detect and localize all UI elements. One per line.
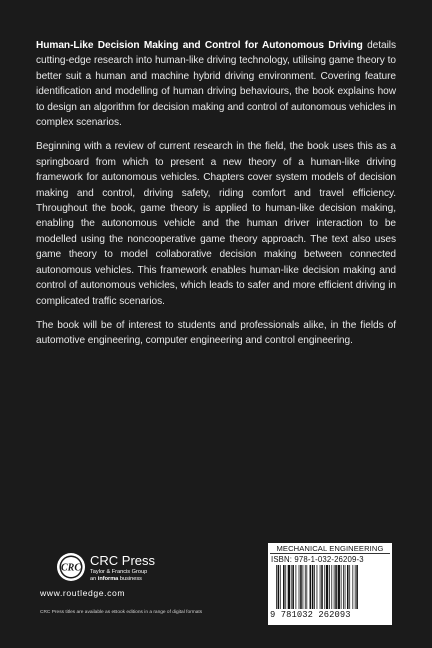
barcode-bar [356, 565, 358, 609]
barcode-bar [329, 565, 330, 609]
ebook-note: CRC Press titles are available as eBook editions in a range of digital formats [40, 610, 203, 615]
barcode-bar [349, 565, 350, 609]
barcode-bar [355, 565, 356, 609]
barcode-bar [312, 565, 314, 609]
book-title: Human-Like Decision Making and Control for Autonomous Driving [36, 40, 363, 51]
barcode-bar [296, 565, 297, 609]
barcode-bar [341, 565, 342, 609]
crc-press-logo-icon [56, 552, 86, 582]
blurb-paragraph-3: The book will be of interest to students and professionals alike, in the fields of automotive engineering, computer engineering and control engineering. [36, 319, 396, 347]
crc-logo-text: CRC [60, 562, 82, 574]
barcode-bar [317, 565, 318, 609]
barcode-bar [280, 565, 281, 609]
barcode-bar [334, 565, 335, 609]
blurb-paragraph-1-text: details cutting-edge research into human-like driving technology, utilising game theory to better suit a human and machine hybrid driving environment. Covering feature identification and modelling of human driving behaviours, the book explains how to design an algorithm for decision making and control of autonomous vehicles in complex scenarios. [36, 40, 396, 129]
barcode-bar [276, 565, 277, 609]
barcode-bar [352, 565, 353, 609]
isbn-number: ISBN: 978-1-032-26209-3 [271, 555, 364, 564]
barcode-bar [285, 565, 286, 609]
barcode-bar [299, 565, 300, 609]
barcode-bar [347, 565, 349, 609]
blurb-paragraph-2: Beginning with a review of current research in the field, the book uses this as a springboard from which to present a new theory of a human-like driving framework for autonomous vehicles. Chapters cover system models of decision making and control, driving safety, riding comfort and travel efficiency. Throughout the book, game theory is applied to human-like decision making, enabling the autonomous vehicle and the human driver interaction to be modelled using the noncooperative game theory approach. The text also uses game theory to model collaborative decision making between connected autonomous vehicles. This framework enables human-like decision making and control of autonomous vehicles, which leads to safer and more efficient driving in complicated traffic scenarios. [36, 141, 396, 307]
publisher-url[interactable]: www.routledge.com [40, 588, 126, 598]
barcode-bar [345, 565, 346, 609]
barcode-bar [292, 565, 294, 609]
barcode-bar [321, 565, 323, 609]
barcode-digits: 9 781032 262093 [270, 610, 351, 620]
publisher-name: CRC Press [90, 553, 156, 568]
barcode-bar [305, 565, 306, 609]
barcode-bar [283, 565, 285, 609]
barcode-bar [324, 565, 325, 609]
barcode-bar [300, 565, 302, 609]
barcode-panel [268, 543, 392, 625]
publisher-business-line: an informa business [90, 576, 142, 582]
barcode-bar [278, 565, 280, 609]
barcode-bar [338, 565, 340, 609]
barcode-bar [303, 565, 304, 609]
barcode-bar [335, 565, 337, 609]
back-cover-blurb [36, 38, 396, 358]
barcode-bar [331, 565, 332, 609]
publisher-group: Taylor & Francis Group [90, 569, 148, 575]
barcode-bar [288, 565, 290, 609]
publisher-block [36, 552, 236, 602]
barcode-icon [276, 565, 386, 609]
barcode-bar [291, 565, 292, 609]
barcode-bar [314, 565, 315, 609]
barcode-divider [270, 553, 390, 554]
barcode-bar [326, 565, 328, 609]
barcode-bar [306, 565, 307, 609]
barcode-bar [320, 565, 321, 609]
subject-category: MECHANICAL ENGINEERING [276, 544, 384, 553]
barcode-bar [343, 565, 344, 609]
barcode-bar [310, 565, 312, 609]
blurb-paragraph-1 [36, 38, 396, 130]
